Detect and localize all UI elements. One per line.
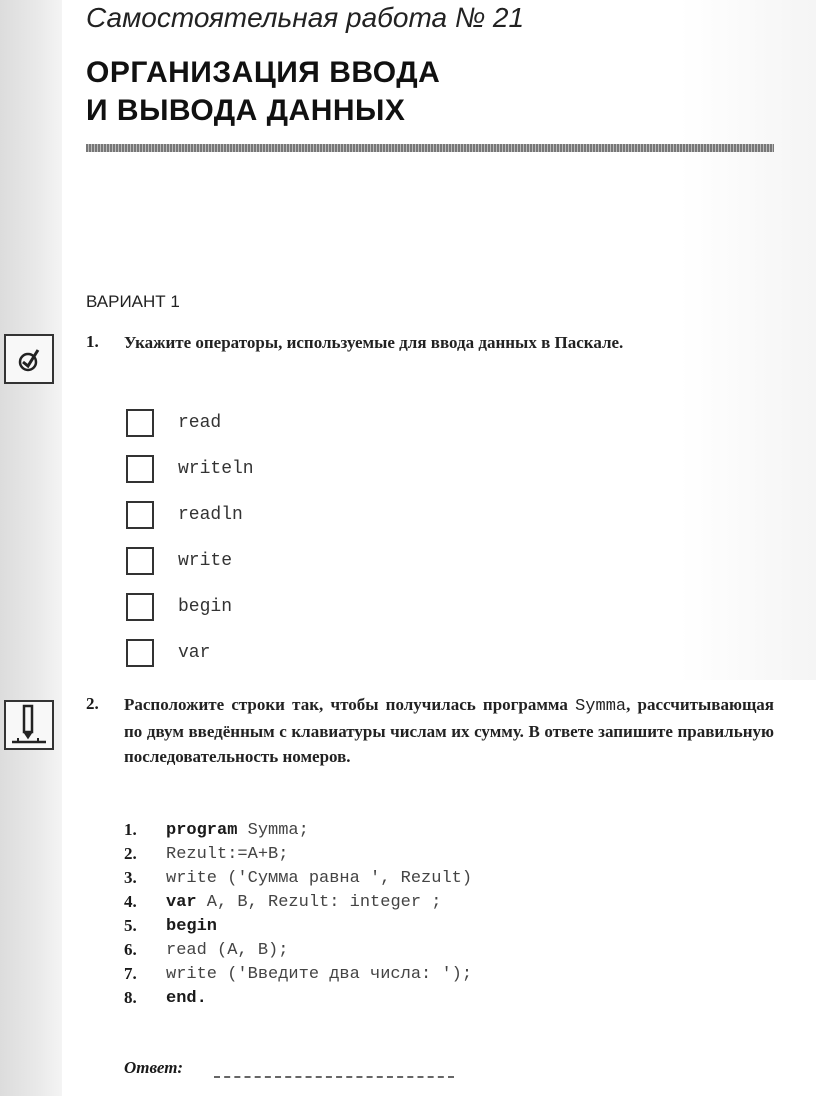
answer-field[interactable] (214, 1076, 454, 1078)
question-2-text-end: , рассчитывающая по двум введённым с клавиатуры числам их сумму. В ответе запишите правильную последовательность номеров. (124, 695, 774, 766)
checkbox[interactable] (126, 593, 154, 621)
question-1-text: Укажите операторы, используемые для ввода данных в Паскале. (124, 333, 624, 352)
option-readln[interactable] (126, 492, 254, 538)
option-label: writeln (178, 459, 254, 479)
code-line-number: 7. (124, 964, 137, 983)
option-writeln[interactable] (126, 446, 254, 492)
code-text: read (A, B); (166, 940, 289, 960)
code-line-number: 2. (124, 844, 137, 863)
title-line-2: И ВЫВОДА ДАННЫХ (86, 94, 406, 127)
checkbox[interactable] (126, 547, 154, 575)
question-1-options (126, 400, 254, 676)
option-label: read (178, 413, 222, 433)
code-keyword: program (166, 820, 238, 840)
answer-label: Ответ: (124, 1058, 184, 1077)
code-line-number: 5. (124, 916, 137, 935)
pen-writing-icon (4, 700, 54, 750)
work-subtitle: Самостоятельная работа № 21 (86, 2, 525, 33)
code-line-number: 6. (124, 940, 137, 959)
code-line (124, 818, 472, 842)
code-line (124, 914, 472, 938)
title-divider (86, 144, 774, 152)
option-read[interactable] (126, 400, 254, 446)
code-line-number: 3. (124, 868, 137, 887)
code-line (124, 986, 472, 1010)
code-line-number: 1. (124, 820, 137, 839)
code-line (124, 890, 472, 914)
code-text: . (196, 988, 207, 1008)
program-name: Symma (575, 697, 627, 716)
option-label: readln (178, 505, 243, 525)
code-line (124, 866, 472, 890)
question-2-text-start: Расположите строки так, чтобы получилась программа (124, 695, 576, 714)
code-line-number: 4. (124, 892, 137, 911)
title-line-1: ОРГАНИЗАЦИЯ ВВОДА (86, 56, 441, 89)
code-listing (124, 818, 472, 1010)
code-line-number: 8. (124, 988, 137, 1007)
code-text: A, B, Rezult: integer ; (196, 892, 442, 912)
code-keyword: var (166, 892, 197, 912)
variant-label: ВАРИАНТ 1 (86, 292, 180, 311)
option-var[interactable] (126, 630, 254, 676)
checkbox[interactable] (126, 455, 154, 483)
page-margin-strip (0, 0, 62, 1096)
code-keyword: end (166, 988, 197, 1008)
code-text: write ('Сумма равна ', Rezult) (166, 868, 473, 888)
checkbox[interactable] (126, 409, 154, 437)
option-write[interactable] (126, 538, 254, 584)
checkbox[interactable] (126, 639, 154, 667)
code-text: Rezult:=A+B; (166, 844, 289, 864)
question-1-number: 1. (86, 332, 99, 351)
code-line (124, 962, 472, 986)
code-keyword: begin (166, 916, 218, 936)
checkmark-icon (4, 334, 54, 384)
code-text: write ('Введите два числа: '); (166, 964, 473, 984)
question-2-number: 2. (86, 694, 99, 713)
page-title (86, 54, 440, 130)
option-begin[interactable] (126, 584, 254, 630)
code-text: Symma; (237, 820, 309, 840)
code-line (124, 938, 472, 962)
checkbox[interactable] (126, 501, 154, 529)
option-label: write (178, 551, 233, 571)
option-label: begin (178, 597, 233, 617)
option-label: var (178, 643, 211, 663)
question-2-text (124, 692, 774, 769)
code-line (124, 842, 472, 866)
